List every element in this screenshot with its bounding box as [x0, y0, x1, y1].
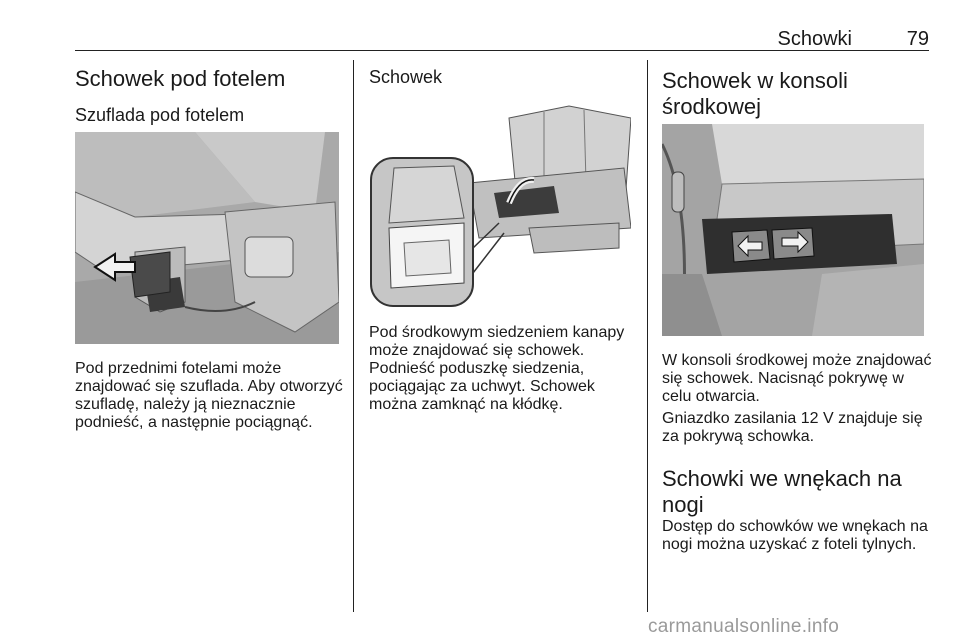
- watermark-url: carmanualsonline.info: [648, 616, 840, 637]
- console-illustration: [662, 124, 924, 336]
- section-heading-storage-under-seat: Schowek pod fotelem: [75, 66, 286, 91]
- section-heading-footwell-storage: Schowki we wnękach na nogi: [662, 466, 902, 517]
- column-divider-1: [353, 60, 354, 612]
- bench-illustration: [369, 98, 631, 310]
- paragraph-center-console-1: W konsoli środkowej może znajdować się schowek. Nacisnąć pokrywę w celu otwarcia.: [662, 352, 932, 405]
- figure-storage-under-bench: [369, 98, 631, 310]
- page-number: 79: [906, 28, 929, 50]
- running-title: Schowki: [777, 28, 852, 50]
- section-heading-center-console: Schowek w konsoli środkowej: [662, 68, 848, 119]
- figure-center-console: [662, 124, 924, 336]
- figure-drawer-under-seat: [75, 132, 339, 344]
- drawer-illustration: [75, 132, 339, 344]
- paragraph-center-console-2: Gniazdko zasilania 12 V znajduje się za pokrywą schowka.: [662, 410, 923, 445]
- header-rule: [75, 50, 929, 51]
- paragraph-storage: Pod środkowym siedzeniem kanapy może znajdować się schowek. Podnieść poduszkę siedzenia, pociągając za uchwyt. Schowek można zamknąć na kłódkę.: [369, 324, 625, 413]
- column-divider-2: [647, 60, 648, 612]
- subheading-drawer-under-seat: Szuflada pod fotelem: [75, 105, 245, 125]
- subheading-storage: Schowek: [369, 67, 443, 87]
- paragraph-drawer: Pod przednimi fotelami może znajdować się szuflada. Aby otworzyć szufladę, należy ją nieznacznie podnieść, a następnie pociągnąć.: [75, 360, 343, 431]
- paragraph-footwell-storage: Dostęp do schowków we wnękach na nogi można uzyskać z foteli tylnych.: [662, 518, 928, 553]
